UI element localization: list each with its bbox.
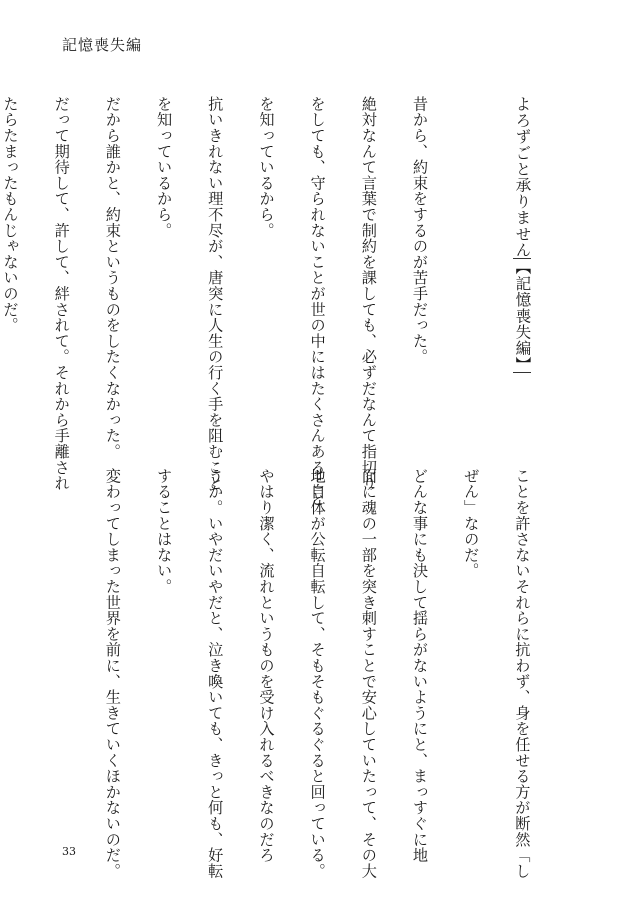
upper-text-block	[1, 96, 560, 507]
text-line: をしても、守られないことが世の中にはたくさんあること	[308, 96, 327, 507]
chapter-title-main: よろずごと承りません	[513, 96, 532, 258]
text-line: を知っているから。	[257, 96, 276, 239]
blank-line	[48, 468, 74, 843]
chapter-title	[509, 96, 535, 441]
text-line: 面に魂の一部を突き刺すことで安心していたって、その大	[359, 468, 378, 879]
text-line: うか。いやだいやだと、泣き喚いても、きっと何も、好転	[206, 468, 225, 879]
text-line: 変わってしまった世界を前に、生きていくほかないのだ。	[103, 468, 122, 879]
text-line: 地自体が公転自転して、そもそもぐるぐると回っている。	[308, 468, 327, 879]
text-line: 抗いきれない理不尽が、唐突に人生の行く手を阻むこと	[206, 96, 225, 491]
text-line: だから誰かと、約束というものをしたくなかった。	[103, 96, 122, 460]
text-line: ぜん」なのだ。	[462, 468, 481, 579]
blank-line	[0, 468, 23, 843]
text-line: たらたまったもんじゃないのだ。	[1, 96, 20, 333]
text-line: だって期待して、許して、絆されて。それから手離され	[52, 96, 71, 491]
text-line: 絶対なんて言葉で制約を課しても、必ずだなんて指切り	[359, 96, 378, 491]
spacer-line	[458, 96, 484, 441]
text-line: ことを許さないそれらに抗わず、身を任せる方が断然「し	[513, 468, 532, 879]
text-line: やはり潔く、流れというものを受け入れるべきなのだろ	[257, 468, 276, 863]
page-number: 33	[62, 845, 76, 858]
text-line: どんな事にも決して揺らがないようにと、まっすぐに地	[411, 468, 430, 863]
text-line: を知っているから。	[155, 96, 174, 239]
text-line: 昔から、約束をするのが苦手だった。	[411, 96, 430, 365]
running-header: 記憶喪失編	[62, 36, 143, 54]
chapter-title-bracket: 【記憶喪失編】	[513, 259, 532, 373]
text-line: することはない。	[155, 468, 174, 595]
